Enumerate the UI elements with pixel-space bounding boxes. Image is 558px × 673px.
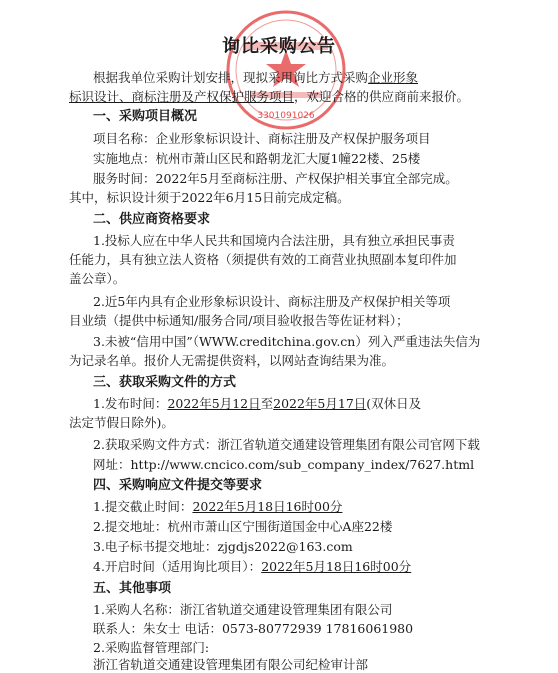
publish-time-note: 法定节假日除外)。: [69, 415, 174, 430]
section-2-heading: 二、供应商资格要求: [93, 212, 211, 227]
service-time-note: 其中，标识设计须于2022年6月15日前完成定稿。: [69, 190, 350, 205]
section-1-heading: 一、采购项目概况: [93, 109, 198, 124]
req-2-line-2: 目业绩（提供中标通知/服务合同/项目验收报告等佐证材料）；: [69, 313, 409, 328]
intro-line-2: 标识设计、商标注册及产权保护服务项目，欢迎合格的供应商前来报价。: [69, 89, 470, 104]
req-1-line-1: 1.投标人应在中华人民共和国境内合法注册，具有独立承担民事责: [93, 233, 455, 248]
project-name: 项目名称：企业形象标识设计、商标注册及产权保护服务项目: [93, 131, 431, 146]
intro-line-1: 根据我单位采购计划安排，现拟采用询比方式采购企业形象: [93, 70, 419, 85]
submit-email[interactable]: 3.电子标书提交地址：zjgdjs2022@163.com: [93, 539, 353, 554]
req-1-line-2: 任能力，具有独立法人资格（须提供有效的工商营业执照副本复印件加: [69, 252, 457, 267]
obtain-method: 2.获取采购文件方式：浙江省轨道交通建设管理集团有限公司官网下载: [93, 437, 480, 452]
section-3-heading: 三、获取采购文件的方式: [93, 375, 237, 390]
project-location: 实施地点：杭州市萧山区民和路朝龙汇大厦1幢22楼、25楼: [93, 151, 421, 166]
req-3-line-2: 为记录名单。报价人无需提供资料，以网站查询结果为准。: [69, 353, 395, 368]
obtain-url[interactable]: 网址：http://www.cncico.com/sub_company_index/7627.html: [93, 457, 475, 472]
req-3-line-1: 3.未被“信用中国”（WWW.creditchina.gov.cn）列入严重违法失信为: [93, 334, 481, 349]
publish-time: 1.发布时间：2022年5月12日至2022年5月17日(双休日及: [93, 396, 422, 411]
service-time: 服务时间：2022年5月至商标注册、产权保护相关事宜全部完成。: [93, 171, 458, 186]
req-1-line-3: 盖公章）。: [69, 271, 126, 286]
section-5-heading: 五、其他事项: [93, 581, 172, 596]
supervisor-dept: 浙江省轨道交通建设管理集团有限公司纪检审计部: [93, 657, 369, 672]
buyer-name: 1.采购人名称：浙江省轨道交通建设管理集团有限公司: [93, 602, 393, 617]
svg-text:3301091026: 3301091026: [257, 111, 315, 121]
page-title: 询比采购公告: [222, 36, 336, 57]
section-4-heading: 四、采购响应文件提交等要求: [93, 478, 263, 493]
supervisor-label: 2.采购监督管理部门:: [93, 640, 210, 655]
buyer-contact: 联系人：朱女士 电话：0573-80772939 17816061980: [93, 621, 414, 636]
submit-address: 2.提交地址：杭州市萧山区宁围街道国金中心A座22楼: [93, 519, 393, 534]
submit-deadline: 1.提交截止时间：2022年5月18日16时00分: [93, 499, 343, 514]
open-time: 4.开启时间（适用询比项目）：2022年5月18日16时00分: [93, 559, 412, 574]
req-2-line-1: 2.近5年内具有企业形象标识设计、商标注册及产权保护相关等项: [93, 294, 451, 309]
